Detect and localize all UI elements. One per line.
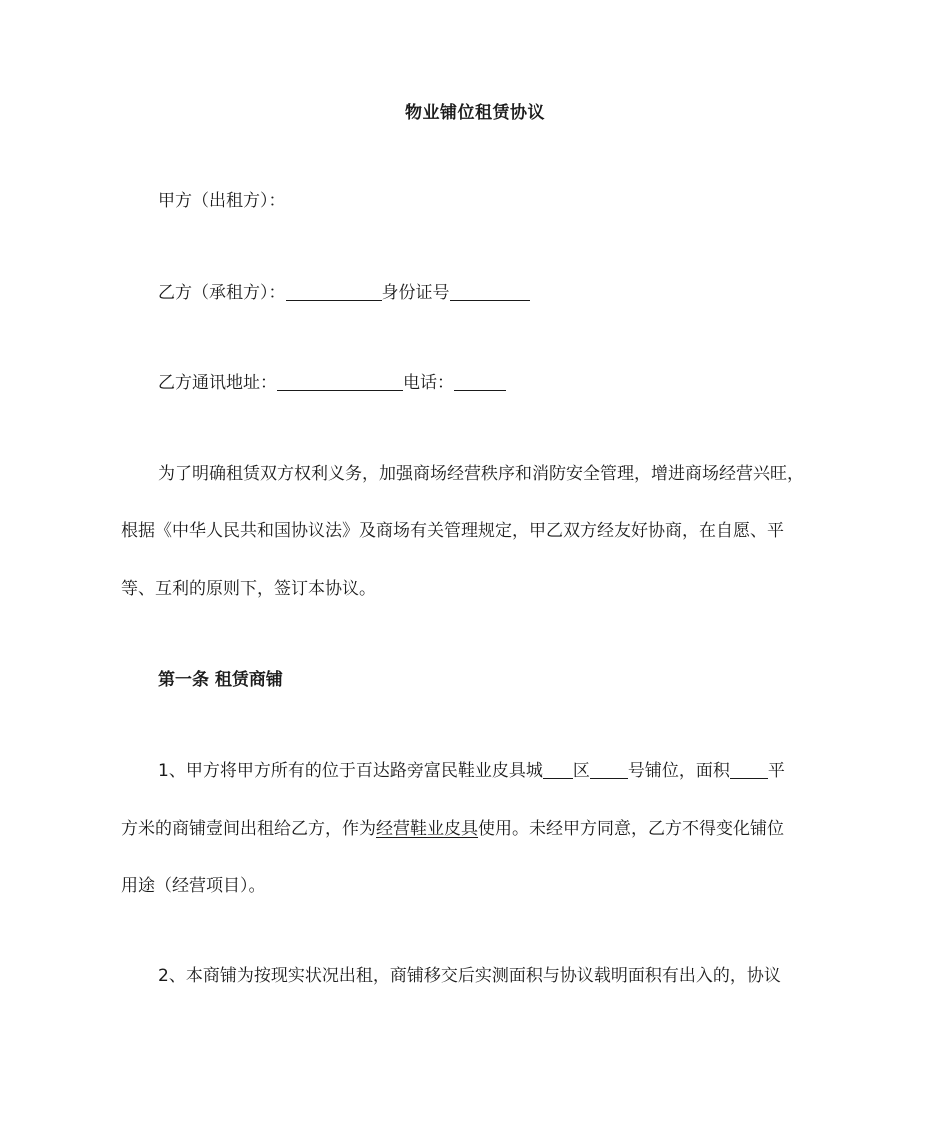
clause-1-text-d: 平 xyxy=(767,761,785,781)
party-b-label: 乙方（承租方）： xyxy=(158,283,286,303)
document-title: 物业铺位租赁协议 xyxy=(405,103,545,123)
party-b-contact-line xyxy=(158,371,506,395)
party-b-id-label: 身份证号 xyxy=(381,283,450,303)
preamble-line-2: 根据《中华人民共和国协议法》及商场有关管理规定，甲乙双方经友好协商，在自愿、平 xyxy=(121,521,784,541)
party-b-id-blank[interactable] xyxy=(450,282,530,301)
clause-1-text-b: 区 xyxy=(572,761,590,781)
party-a-label: 甲方（出租方）： xyxy=(158,191,286,211)
party-b-name-blank[interactable] xyxy=(286,282,382,301)
clause-1-line-1 xyxy=(158,759,785,783)
clause-1-line-2 xyxy=(121,817,784,841)
article-1-heading: 第一条 租赁商铺 xyxy=(158,670,283,690)
party-b-phone-label: 电话： xyxy=(403,373,454,393)
clause-1-line-2-text-a: 方米的商铺壹间出租给乙方，作为 xyxy=(121,819,376,839)
party-b-address-blank[interactable] xyxy=(277,372,403,391)
party-b-address-label: 乙方通讯地址： xyxy=(158,373,277,393)
preamble-line-1: 为了明确租赁双方权利义务，加强商场经营秩序和消防安全管理，增进商场经营兴旺， xyxy=(158,464,804,484)
party-a-line xyxy=(158,189,286,213)
party-b-phone-blank[interactable] xyxy=(454,372,506,391)
clause-2-line-1: 2、本商铺为按现实状况出租，商铺移交后实测面积与协议载明面积有出入的，协议 xyxy=(158,966,781,986)
zone-blank[interactable] xyxy=(543,760,573,779)
clause-1-text-c: 号铺位，面积 xyxy=(627,761,730,781)
clause-1-text-a: 1、甲方将甲方所有的位于百达路旁富民鞋业皮具城 xyxy=(158,761,543,781)
area-blank[interactable] xyxy=(730,760,768,779)
clause-1-line-2-text-b: 使用。未经甲方同意，乙方不得变化铺位 xyxy=(478,819,784,839)
business-scope-underlined: 经营鞋业皮具 xyxy=(376,819,478,839)
shop-number-blank[interactable] xyxy=(590,760,628,779)
party-b-line xyxy=(158,281,530,305)
clause-1-line-3: 用途（经营项目）。 xyxy=(121,876,266,896)
preamble-line-3: 等、互利的原则下，签订本协议。 xyxy=(121,579,376,599)
